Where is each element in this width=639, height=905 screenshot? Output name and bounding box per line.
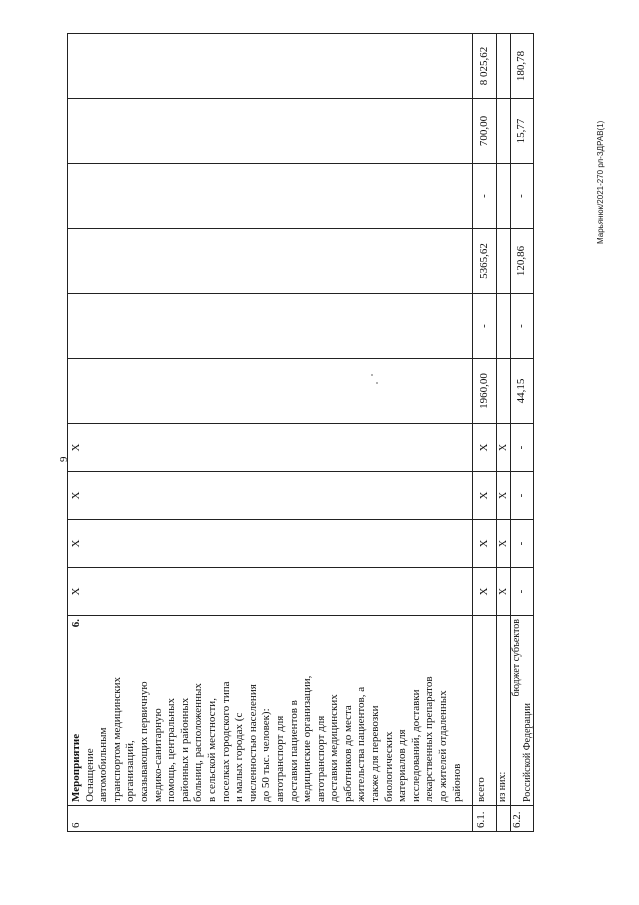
event-description-line: до 50 тыс. человек):	[260, 708, 273, 802]
mark-cell: X	[497, 520, 511, 568]
value-cell: 5365,62	[473, 229, 497, 294]
value-cell: 120,86	[511, 229, 534, 294]
table-row-main	[68, 34, 473, 832]
empty-value-cell	[497, 294, 511, 359]
financing-table	[67, 33, 534, 832]
empty-number-cell	[497, 806, 511, 832]
mark-cell: -	[511, 568, 534, 616]
event-description-line: автомобильным	[97, 727, 110, 802]
empty-value-cell	[68, 359, 473, 424]
mark-cell: X	[68, 424, 473, 472]
table-row-of-which	[497, 34, 511, 832]
empty-value-cell	[68, 229, 473, 294]
value-cell: -	[511, 294, 534, 359]
value-cell: 1960,00	[473, 359, 497, 424]
event-title-line	[70, 619, 84, 802]
empty-value-cell	[68, 34, 473, 99]
event-description-line: поселках городского типа	[219, 681, 232, 802]
row-number: 6	[68, 806, 473, 832]
table-row-total	[473, 34, 497, 832]
event-description-line: Оснащение	[83, 748, 96, 802]
event-title-number: 6.	[70, 619, 82, 628]
page-number: 9	[58, 456, 70, 462]
row-label-line: Российской Федерации	[522, 702, 533, 802]
event-description-line: материалов для	[396, 729, 409, 802]
value-cell: -	[473, 294, 497, 359]
mark-cell: X	[473, 424, 497, 472]
event-description-line: доставки пациентов в	[287, 700, 300, 802]
rotated-table-container	[67, 46, 533, 832]
mark-cell: -	[511, 520, 534, 568]
empty-value-cell	[497, 99, 511, 164]
event-title: Мероприятие	[70, 733, 82, 802]
empty-value-cell	[497, 34, 511, 99]
table-row-budget	[511, 34, 534, 832]
event-description-line: работников до места	[341, 705, 354, 802]
value-cell: -	[473, 164, 497, 229]
value-cell: 180,78	[511, 34, 534, 99]
event-description-line: автотранспорт для	[273, 715, 286, 802]
event-description-line: районных и районных	[178, 697, 191, 802]
event-description-line: больниц, расположенных	[192, 683, 205, 802]
mark-cell: X	[497, 472, 511, 520]
mark-cell: X	[68, 568, 473, 616]
event-description-line: и малых городах (с	[233, 712, 246, 802]
event-description-line: лекарственных препаратов	[423, 676, 436, 802]
event-description-line: до жителей отдаленных	[437, 690, 450, 802]
value-cell: 15,77	[511, 99, 534, 164]
event-description-line: численностью населения	[246, 684, 259, 802]
row-label-line: бюджет субъектов	[511, 619, 522, 697]
mark-cell: X	[497, 568, 511, 616]
event-description-line: помощь, центральных	[165, 698, 178, 802]
value-cell: -	[511, 164, 534, 229]
mark-cell: X	[68, 520, 473, 568]
mark-cell: X	[473, 472, 497, 520]
event-description-line: биологических	[382, 731, 395, 802]
event-description-line: организаций,	[124, 740, 137, 802]
mark-cell: X	[473, 520, 497, 568]
row-label: из них:	[497, 616, 511, 806]
event-description-line: транспортом медицинских	[110, 677, 123, 802]
empty-value-cell	[497, 229, 511, 294]
event-description-line: доставки медицинских	[328, 694, 341, 802]
row-label	[511, 616, 534, 806]
event-description-line: районов	[450, 763, 463, 802]
event-description-line: жительства пациентов, а	[355, 686, 368, 802]
empty-value-cell	[68, 99, 473, 164]
row-number: 6.1.	[473, 806, 497, 832]
empty-value-cell	[497, 359, 511, 424]
event-description-line: в сельской местности,	[205, 698, 218, 802]
mark-cell: X	[473, 568, 497, 616]
mark-cell: X	[497, 424, 511, 472]
value-cell: 700,00	[473, 99, 497, 164]
event-description-line: оказывающих первичную	[137, 681, 150, 802]
mark-cell: X	[68, 472, 473, 520]
event-description-cell	[68, 616, 473, 806]
row-label: всего	[473, 616, 497, 806]
empty-value-cell	[68, 294, 473, 359]
event-description-line: автотранспорт для	[314, 715, 327, 802]
empty-value-cell	[68, 164, 473, 229]
value-cell: 44,15	[511, 359, 534, 424]
empty-value-cell	[497, 164, 511, 229]
row-number: 6.2.	[511, 806, 534, 832]
event-description-line: медико-санитарную	[151, 708, 164, 802]
event-description-line: медицинские организации,	[301, 675, 314, 802]
event-description-line: также для перевозки	[369, 705, 382, 802]
mark-cell: -	[511, 472, 534, 520]
document-registration-note: Марьянюк/2021-270 рл-ЗДРАВ(1)	[596, 120, 605, 244]
value-cell: 8 025,62	[473, 34, 497, 99]
mark-cell: -	[511, 424, 534, 472]
event-description-line: исследований, доставки	[409, 689, 422, 802]
